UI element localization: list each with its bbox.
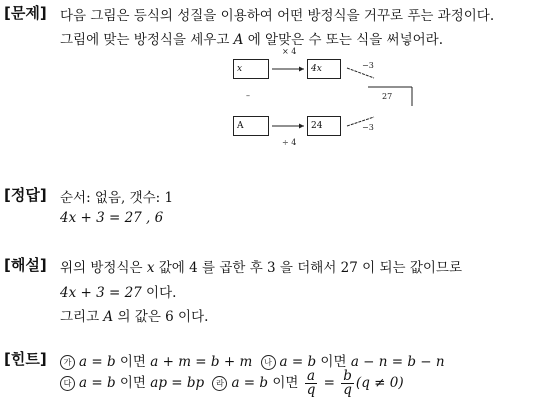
problem-line-2-post: 에 알맞은 수 또는 식을 써넣어라. [243,32,443,48]
answer-tag: [정답] [4,186,47,204]
hint-rule1-cond: a = b [79,354,116,370]
explanation-line-1 [60,256,462,276]
hint-rule1-then: 이면 [115,354,151,370]
problem-var-a: A [233,32,244,48]
explanation-tag: [해설] [4,256,47,274]
explanation-line-2-post: 이다. [141,285,177,301]
diagram-box-24: 24 [307,116,341,136]
diagram-minus3-bottom: −3 [362,123,374,132]
problem-line-1: 다음 그림은 등식의 성질을 이용하여 어떤 방정식을 거꾸로 푸는 과정이다. [60,8,495,24]
diagram-box-a: A [233,116,269,136]
diagram-box-x: x [233,59,269,79]
explanation-line-1b: 값에 4 를 곱한 후 3 을 더해서 27 이 되는 값이므로 [154,260,463,276]
hint-rule3-cond: a = b [79,375,116,391]
explanation-var-x: x [146,260,155,276]
hint-marker-ra: 라 [212,376,227,391]
problem-tag: [문제] [4,4,47,22]
hint-marker-da: 다 [60,376,75,391]
diagram-arrows [0,0,549,160]
hint-rule2-cond: a = b [279,354,317,370]
problem-line-2-pre: 그림에 맞는 방정식을 세우고 [60,32,234,48]
hint-rule3-then: 이면 [115,375,151,391]
answer-line-1: 순서: 없음, 갯수: 1 [60,190,174,206]
hint-rule4-cond: a = b [231,375,269,391]
hint-line-2 [60,370,404,397]
explanation-var-a: A [103,309,114,325]
hint-tag: [힌트] [4,350,47,368]
hint-rule2-then: 이면 [316,354,351,370]
answer-line-2: 4x + 3 = 27 , 6 [60,210,164,226]
diagram-op-multiply: × 4 [282,47,297,56]
explanation-line-1a: 위의 방정식은 [60,260,147,276]
hint-marker-ga: 가 [60,355,75,370]
explanation-line-3 [60,305,208,325]
explanation-line-3-pre: 그리고 [60,309,104,325]
hint-line-1 [60,350,445,370]
hint-equals: = [319,375,340,391]
hint-rule2-result: a − n = b − n [350,354,445,370]
diagram-dash: – [246,91,250,100]
hint-rule4-then: 이면 [268,375,303,391]
diagram-box-4x: 4x [307,59,341,79]
diagram-total: 27 [382,92,393,101]
diagram-op-divide: ÷ 4 [282,138,297,147]
explanation-line-3-post: 의 값은 6 이다. [113,309,209,325]
hint-rule1-result: a + m = b + m [150,354,253,370]
hint-fraction-b-over-q: $\frac{b}{q}$ [343,368,352,398]
hint-condition: (q ≠ 0) [355,375,404,391]
hint-marker-na: 나 [261,355,276,370]
explanation-equation: 4x + 3 = 27 [60,285,142,301]
explanation-line-2 [60,281,176,301]
hint-fraction-a-over-q: $\frac{a}{q}$ [306,368,316,398]
diagram-minus3-top: −3 [362,61,374,70]
hint-rule3-result: ap = bp [150,375,205,391]
